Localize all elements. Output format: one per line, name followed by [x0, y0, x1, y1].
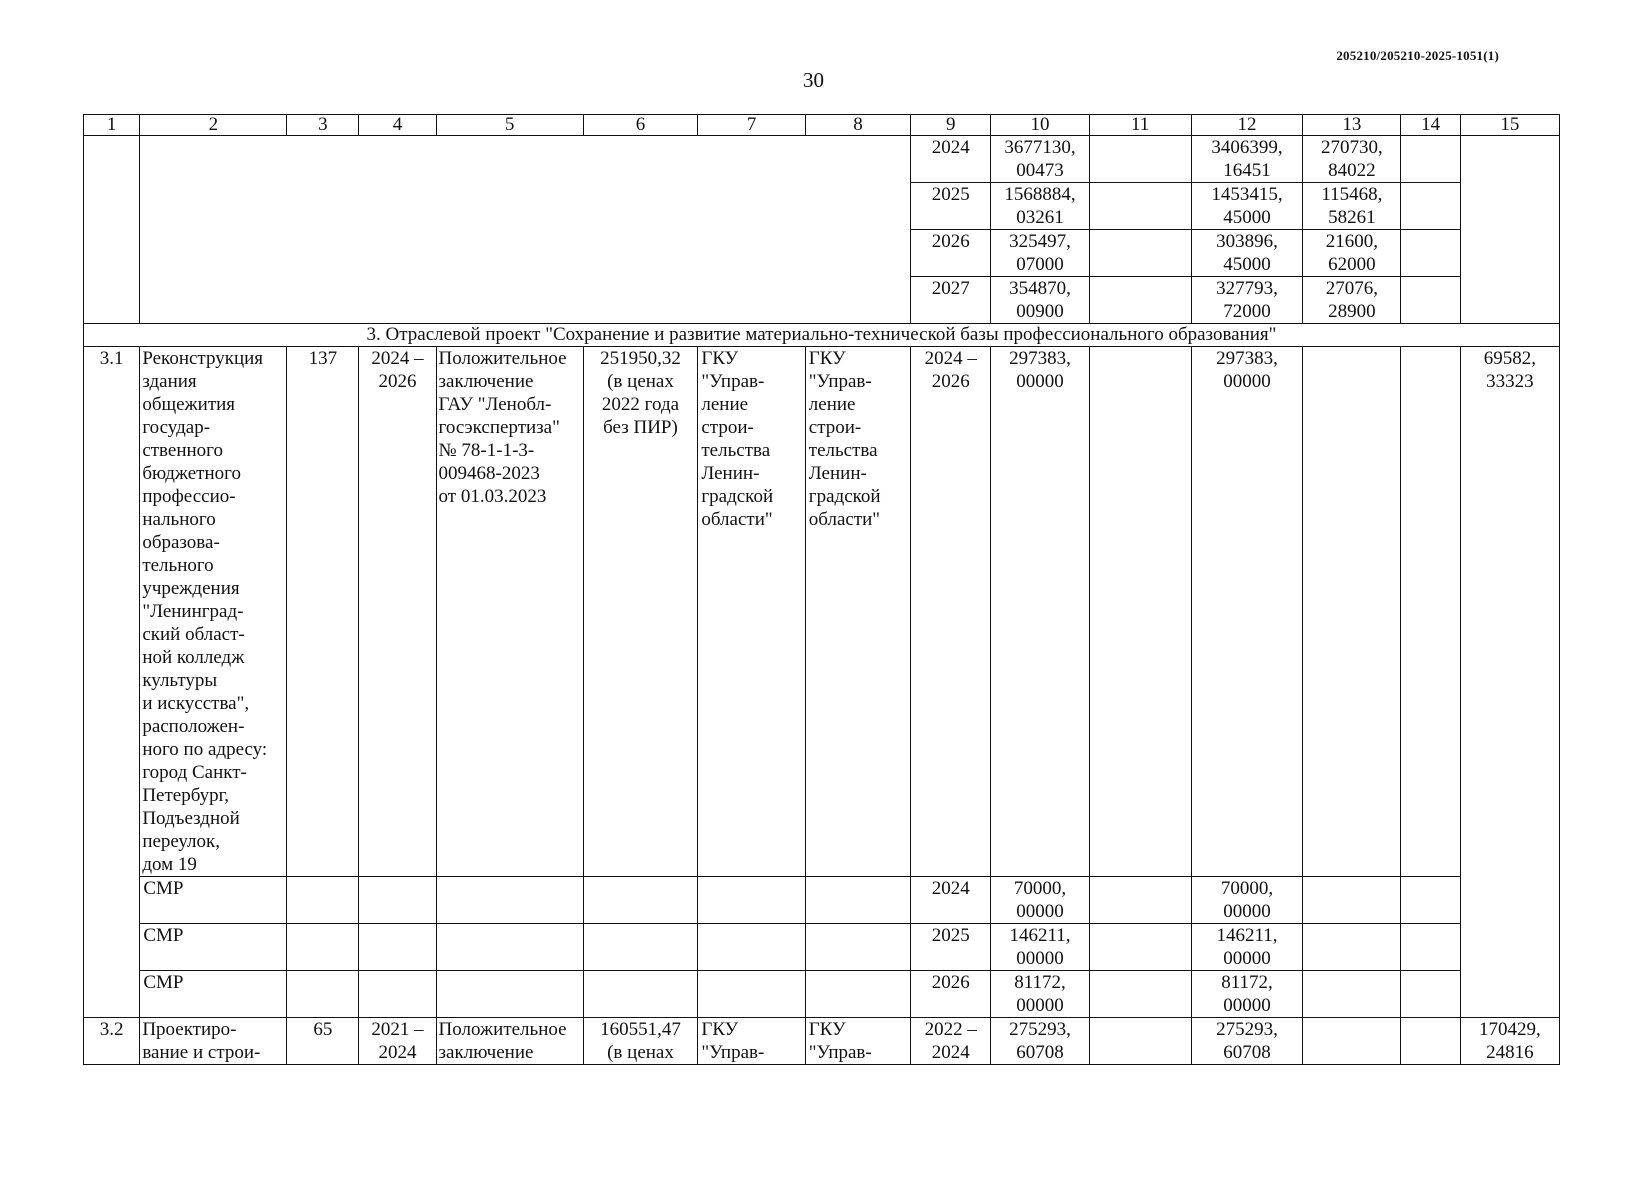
carry-row	[84, 136, 1560, 183]
column-header: 11	[1089, 115, 1191, 136]
item-developer: ГКУ "Управ-	[805, 1018, 910, 1065]
document-reference-number: 205210/205210-2025-1051(1)	[1336, 48, 1499, 63]
amount-cell: 70000, 00000	[1191, 877, 1303, 924]
blank-cell	[1089, 971, 1191, 1018]
blank-cell	[1401, 877, 1460, 924]
year-cell: 2024	[911, 136, 991, 183]
amount-cell: 327793, 72000	[1191, 277, 1303, 324]
page-number: 30	[803, 68, 824, 92]
amount-cell	[1401, 136, 1460, 183]
amount-cell	[1303, 347, 1401, 877]
column-header: 14	[1401, 115, 1460, 136]
sub-row	[84, 971, 1560, 1018]
sub-row	[84, 924, 1560, 971]
blank-cell	[436, 971, 583, 1018]
column-header: 4	[359, 115, 436, 136]
year-cell: 2026	[911, 230, 991, 277]
blank-cell	[84, 136, 140, 324]
amount-cell	[1401, 183, 1460, 230]
item-period: 2022 – 2024	[911, 1018, 991, 1065]
item-cost: 251950,32 (в ценах 2022 года без ПИР)	[583, 347, 698, 877]
column-header: 8	[805, 115, 910, 136]
blank-cell	[1089, 877, 1191, 924]
amount-cell: 81172, 00000	[991, 971, 1089, 1018]
blank-cell	[698, 877, 805, 924]
amount-cell: 3677130, 00473	[991, 136, 1089, 183]
amount-cell: 69582, 33323	[1460, 347, 1559, 1018]
item-name: Проектиро- вание и строи-	[140, 1018, 287, 1065]
item-period: 2021 – 2024	[359, 1018, 436, 1065]
column-header: 2	[140, 115, 287, 136]
amount-cell	[1401, 230, 1460, 277]
item-name: Реконструкция здания общежития государ- ственного бюджетного профессио- нального образова- тельного учреждения "Ленинград- ский област- ной колледж культуры и искусства", расположен- ного по адресу: город Санкт- Петербург, Подъездной переулок, дом 19	[140, 347, 287, 877]
column-number-row	[84, 115, 1560, 136]
blank-cell	[287, 971, 359, 1018]
year-cell: 2026	[911, 971, 991, 1018]
year-cell: 2025	[911, 183, 991, 230]
blank-cell	[583, 924, 698, 971]
item-period: 2024 – 2026	[359, 347, 436, 877]
blank-cell	[140, 136, 911, 324]
amount-cell: 325497, 07000	[991, 230, 1089, 277]
amount-cell	[1089, 230, 1191, 277]
blank-cell	[805, 971, 910, 1018]
amount-cell	[1089, 1018, 1191, 1065]
item-expertise: Положительное заключение ГАУ "Ленобл- госэкспертиза" № 78-1-1-3- 009468-2023 от 01.03.2023	[436, 347, 583, 877]
column-header: 5	[436, 115, 583, 136]
amount-cell	[1089, 347, 1191, 877]
amount-cell: 170429, 24816	[1460, 1018, 1559, 1065]
blank-cell	[1303, 971, 1401, 1018]
blank-cell	[359, 877, 436, 924]
blank-cell	[287, 924, 359, 971]
blank-cell	[287, 877, 359, 924]
column-header: 15	[1460, 115, 1559, 136]
year-cell: 2025	[911, 924, 991, 971]
column-header: 6	[583, 115, 698, 136]
blank-cell	[698, 924, 805, 971]
amount-cell	[1401, 277, 1460, 324]
item-customer: ГКУ "Управ- ление строи- тельства Ленин- градской области"	[698, 347, 805, 877]
amount-cell: 21600, 62000	[1303, 230, 1401, 277]
amount-cell: 3406399, 16451	[1191, 136, 1303, 183]
blank-cell	[805, 924, 910, 971]
amount-cell	[1089, 277, 1191, 324]
amount-cell: 270730, 84022	[1303, 136, 1401, 183]
blank-cell	[1460, 136, 1559, 324]
amount-cell: 354870, 00900	[991, 277, 1089, 324]
item-customer: ГКУ "Управ-	[698, 1018, 805, 1065]
column-header: 3	[287, 115, 359, 136]
column-header: 7	[698, 115, 805, 136]
section-title: 3. Отраслевой проект "Сохранение и развитие материально-технической базы профессионального образования"	[84, 324, 1560, 347]
amount-cell: 1568884, 03261	[991, 183, 1089, 230]
blank-cell	[698, 971, 805, 1018]
amount-cell	[1401, 347, 1460, 877]
column-header: 9	[911, 115, 991, 136]
item-row-3-2	[84, 1018, 1560, 1065]
blank-cell	[583, 971, 698, 1018]
amount-cell: 303896, 45000	[1191, 230, 1303, 277]
item-period: 2024 – 2026	[911, 347, 991, 877]
blank-cell	[436, 877, 583, 924]
amount-cell	[1303, 1018, 1401, 1065]
blank-cell	[1303, 924, 1401, 971]
item-number: 3.2	[84, 1018, 140, 1065]
item-cell: 137	[287, 347, 359, 877]
blank-cell	[436, 924, 583, 971]
item-cell: 65	[287, 1018, 359, 1065]
amount-cell: 146211, 00000	[1191, 924, 1303, 971]
amount-cell: 297383, 00000	[1191, 347, 1303, 877]
amount-cell: 27076, 28900	[1303, 277, 1401, 324]
column-header: 13	[1303, 115, 1401, 136]
amount-cell	[1401, 1018, 1460, 1065]
amount-cell: 146211, 00000	[991, 924, 1089, 971]
blank-cell	[1401, 971, 1460, 1018]
amount-cell	[1089, 136, 1191, 183]
sub-item-name: СМР	[140, 971, 287, 1018]
blank-cell	[583, 877, 698, 924]
sub-item-name: СМР	[140, 924, 287, 971]
amount-cell: 275293, 60708	[1191, 1018, 1303, 1065]
amount-cell: 275293, 60708	[991, 1018, 1089, 1065]
year-cell: 2027	[911, 277, 991, 324]
column-header: 12	[1191, 115, 1303, 136]
blank-cell	[359, 971, 436, 1018]
item-developer: ГКУ "Управ- ление строи- тельства Ленин- градской области"	[805, 347, 910, 877]
column-header: 1	[84, 115, 140, 136]
year-cell: 2024	[911, 877, 991, 924]
amount-cell: 1453415, 45000	[1191, 183, 1303, 230]
item-cost: 160551,47 (в ценах	[583, 1018, 698, 1065]
amount-cell: 115468, 58261	[1303, 183, 1401, 230]
sub-item-name: СМР	[140, 877, 287, 924]
blank-cell	[805, 877, 910, 924]
item-number: 3.1	[84, 347, 140, 1018]
item-row-3-1	[84, 347, 1560, 877]
amount-cell: 70000, 00000	[991, 877, 1089, 924]
amount-cell	[1089, 183, 1191, 230]
amount-cell: 81172, 00000	[1191, 971, 1303, 1018]
blank-cell	[1089, 924, 1191, 971]
amount-cell: 297383, 00000	[991, 347, 1089, 877]
column-header: 10	[991, 115, 1089, 136]
sub-row	[84, 877, 1560, 924]
item-expertise: Положительное заключение	[436, 1018, 583, 1065]
budget-table	[83, 114, 1560, 1065]
section-row	[84, 324, 1560, 347]
blank-cell	[359, 924, 436, 971]
blank-cell	[1401, 924, 1460, 971]
blank-cell	[1303, 877, 1401, 924]
